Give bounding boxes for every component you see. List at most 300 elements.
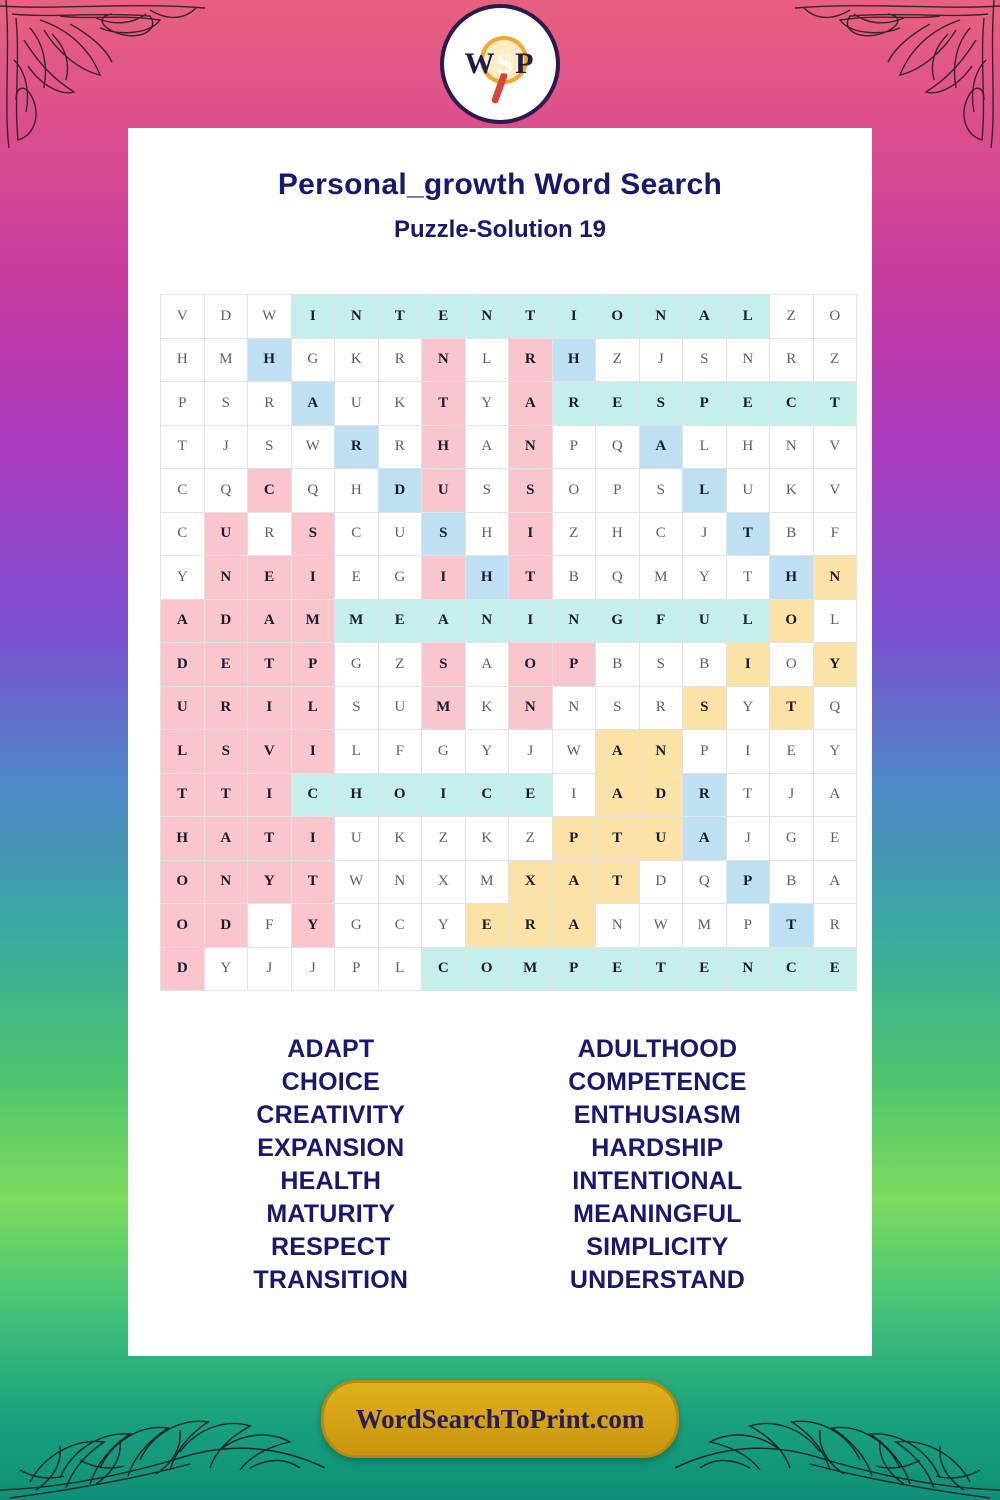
page-subtitle: Puzzle-Solution 19 xyxy=(393,216,606,243)
word-list-item: TRANSITION xyxy=(253,1266,409,1294)
grid-cell: X xyxy=(509,860,553,904)
grid-cell: L xyxy=(161,730,205,774)
grid-cell: T xyxy=(639,947,683,991)
grid-cell: A xyxy=(465,643,509,687)
grid-cell: R xyxy=(639,686,683,730)
grid-cell: G xyxy=(596,599,640,643)
grid-cell: E xyxy=(509,773,553,817)
grid-cell: T xyxy=(596,860,640,904)
grid-cell: Y xyxy=(813,643,857,687)
grid-cell: K xyxy=(378,382,422,426)
grid-cell: Y xyxy=(726,686,770,730)
grid-cell: S xyxy=(422,643,466,687)
grid-cell: H xyxy=(465,512,509,556)
grid-cell: R xyxy=(378,425,422,469)
grid-cell: U xyxy=(161,686,205,730)
grid-cell: U xyxy=(378,686,422,730)
grid-cell: U xyxy=(639,817,683,861)
grid-cell: A xyxy=(683,817,727,861)
site-logo xyxy=(444,8,556,120)
grid-cell: E xyxy=(422,295,466,339)
grid-cell: T xyxy=(770,904,814,948)
grid-cell: J xyxy=(726,817,770,861)
grid-cell: N xyxy=(422,338,466,382)
grid-cell: T xyxy=(161,425,205,469)
grid-cell: T xyxy=(204,773,248,817)
grid-cell: R xyxy=(248,512,292,556)
word-list-item: CREATIVITY xyxy=(256,1101,406,1129)
grid-cell: I xyxy=(509,599,553,643)
grid-cell: T xyxy=(509,295,553,339)
grid-cell: S xyxy=(639,382,683,426)
grid-cell: D xyxy=(161,947,205,991)
grid-cell: W xyxy=(335,860,379,904)
grid-cell: L xyxy=(726,599,770,643)
grid-cell: P xyxy=(335,947,379,991)
grid-cell: F xyxy=(378,730,422,774)
grid-cell: S xyxy=(639,643,683,687)
word-list-item: EXPANSION xyxy=(257,1134,405,1162)
grid-cell: I xyxy=(248,686,292,730)
grid-cell: H xyxy=(335,469,379,513)
grid-cell: E xyxy=(335,556,379,600)
grid-cell: O xyxy=(813,295,857,339)
grid-cell: E xyxy=(378,599,422,643)
logo-letter-w: W xyxy=(464,47,497,80)
grid-cell: J xyxy=(770,773,814,817)
grid-cell: U xyxy=(683,599,727,643)
word-list-item: MEANINGFUL xyxy=(573,1200,742,1228)
word-list-item: CHOICE xyxy=(281,1068,381,1096)
grid-cell: J xyxy=(683,512,727,556)
grid-cell: H xyxy=(552,338,596,382)
word-list-item: SIMPLICITY xyxy=(586,1233,729,1261)
grid-cell: D xyxy=(639,773,683,817)
grid-cell: P xyxy=(552,425,596,469)
grid-cell: Y xyxy=(465,382,509,426)
grid-cell: C xyxy=(378,904,422,948)
grid-cell: A xyxy=(422,599,466,643)
grid-cell: S xyxy=(683,686,727,730)
word-list xyxy=(128,1033,872,1297)
grid-row xyxy=(161,817,857,861)
grid-cell: V xyxy=(813,469,857,513)
grid-cell: T xyxy=(291,860,335,904)
grid-cell: V xyxy=(161,295,205,339)
grid-cell: R xyxy=(378,338,422,382)
grid-cell: L xyxy=(683,425,727,469)
grid-cell: W xyxy=(552,730,596,774)
grid-cell: E xyxy=(683,947,727,991)
grid-cell: T xyxy=(422,382,466,426)
grid-cell: P xyxy=(291,643,335,687)
grid-cell: A xyxy=(683,295,727,339)
grid-row xyxy=(161,773,857,817)
grid-cell: F xyxy=(248,904,292,948)
grid-cell: A xyxy=(291,382,335,426)
word-list-item: ENTHUSIASM xyxy=(573,1101,742,1129)
grid-cell: O xyxy=(378,773,422,817)
grid-cell: R xyxy=(204,686,248,730)
grid-cell: Q xyxy=(291,469,335,513)
grid-cell: S xyxy=(248,425,292,469)
word-list-item: ADULTHOOD xyxy=(577,1035,738,1063)
grid-cell: T xyxy=(248,817,292,861)
grid-cell: Y xyxy=(291,904,335,948)
grid-cell: T xyxy=(726,556,770,600)
site-badge[interactable] xyxy=(321,1380,679,1458)
grid-cell: Y xyxy=(422,904,466,948)
grid-cell: Z xyxy=(422,817,466,861)
grid-cell: H xyxy=(465,556,509,600)
grid-cell: J xyxy=(248,947,292,991)
word-list-item: ADAPT xyxy=(287,1035,375,1063)
grid-cell: R xyxy=(509,338,553,382)
ornament-bottom-right xyxy=(670,1350,1000,1500)
grid-cell: R xyxy=(509,904,553,948)
grid-cell: R xyxy=(335,425,379,469)
grid-cell: A xyxy=(204,817,248,861)
grid-cell: L xyxy=(378,947,422,991)
site-badge-label: WordSearchToPrint.com xyxy=(355,1403,645,1434)
grid-cell: U xyxy=(335,382,379,426)
grid-cell: D xyxy=(639,860,683,904)
grid-cell: K xyxy=(465,686,509,730)
grid-cell: D xyxy=(161,643,205,687)
logo-inner xyxy=(452,16,548,112)
grid-cell: S xyxy=(639,469,683,513)
grid-cell: M xyxy=(291,599,335,643)
grid-cell: O xyxy=(465,947,509,991)
grid-cell: A xyxy=(161,599,205,643)
word-list-item: HARDSHIP xyxy=(591,1134,724,1162)
word-list-item: HEALTH xyxy=(280,1167,382,1195)
grid-cell: H xyxy=(248,338,292,382)
grid-cell: I xyxy=(552,295,596,339)
grid-cell: I xyxy=(291,556,335,600)
grid-cell: N xyxy=(465,599,509,643)
grid-cell: L xyxy=(813,599,857,643)
grid-cell: N xyxy=(726,338,770,382)
grid-cell: S xyxy=(422,512,466,556)
grid-cell: D xyxy=(204,295,248,339)
grid-cell: M xyxy=(509,947,553,991)
grid-cell: O xyxy=(161,860,205,904)
grid-cell: T xyxy=(509,556,553,600)
grid-cell: B xyxy=(770,860,814,904)
grid-cell: G xyxy=(335,904,379,948)
grid-cell: K xyxy=(335,338,379,382)
grid-cell: X xyxy=(422,860,466,904)
grid-cell: D xyxy=(204,904,248,948)
grid-cell: E xyxy=(204,643,248,687)
grid-cell: A xyxy=(248,599,292,643)
grid-cell: I xyxy=(726,643,770,687)
grid-row xyxy=(161,469,857,513)
grid-cell: G xyxy=(291,338,335,382)
grid-cell: J xyxy=(204,425,248,469)
grid-cell: I xyxy=(248,773,292,817)
grid-cell: P xyxy=(683,730,727,774)
grid-cell: C xyxy=(465,773,509,817)
grid-cell: W xyxy=(291,425,335,469)
grid-cell: P xyxy=(596,469,640,513)
grid-cell: A xyxy=(813,860,857,904)
grid-cell: C xyxy=(422,947,466,991)
grid-cell: B xyxy=(552,556,596,600)
grid-cell: N xyxy=(204,860,248,904)
grid-cell: T xyxy=(770,686,814,730)
grid-cell: J xyxy=(509,730,553,774)
word-list-item: UNDERSTAND xyxy=(569,1266,745,1294)
grid-cell: C xyxy=(770,382,814,426)
grid-cell: Y xyxy=(813,730,857,774)
grid-cell: Y xyxy=(161,556,205,600)
grid-cell: N xyxy=(813,556,857,600)
grid-cell: S xyxy=(291,512,335,556)
grid-cell: K xyxy=(465,817,509,861)
grid-cell: P xyxy=(552,817,596,861)
grid-cell: E xyxy=(248,556,292,600)
grid-row xyxy=(161,295,857,339)
grid-cell: Y xyxy=(248,860,292,904)
word-list-item: COMPETENCE xyxy=(568,1068,747,1096)
logo-letter-s: S xyxy=(496,47,516,80)
grid-cell: M xyxy=(683,904,727,948)
grid-cell: E xyxy=(596,382,640,426)
grid-cell: E xyxy=(465,904,509,948)
grid-cell: E xyxy=(813,947,857,991)
logo-letter-p: P xyxy=(515,47,536,80)
grid-cell: B xyxy=(683,643,727,687)
grid-cell: N xyxy=(552,599,596,643)
grid-cell: D xyxy=(204,599,248,643)
grid-cell: Z xyxy=(813,338,857,382)
grid-cell: R xyxy=(683,773,727,817)
grid-cell: Y xyxy=(683,556,727,600)
grid-cell: J xyxy=(639,338,683,382)
word-list-item: INTENTIONAL xyxy=(572,1167,743,1195)
grid-cell: H xyxy=(161,817,205,861)
grid-cell: I xyxy=(552,773,596,817)
word-search-grid xyxy=(160,294,857,991)
grid-cell: M xyxy=(422,686,466,730)
grid-row xyxy=(161,512,857,556)
grid-row xyxy=(161,947,857,991)
grid-cell: H xyxy=(770,556,814,600)
grid-cell: Y xyxy=(465,730,509,774)
word-list-column-left xyxy=(253,1033,408,1297)
grid-cell: M xyxy=(465,860,509,904)
grid-cell: N xyxy=(204,556,248,600)
grid-cell: N xyxy=(378,860,422,904)
grid-cell: H xyxy=(726,425,770,469)
grid-cell: M xyxy=(204,338,248,382)
grid-cell: O xyxy=(770,643,814,687)
grid-cell: N xyxy=(596,904,640,948)
grid-row xyxy=(161,599,857,643)
grid-row xyxy=(161,860,857,904)
grid-cell: P xyxy=(726,860,770,904)
grid-cell: C xyxy=(161,512,205,556)
grid-cell: M xyxy=(335,599,379,643)
grid-cell: C xyxy=(639,512,683,556)
logo-letters xyxy=(464,47,535,81)
grid-cell: Z xyxy=(378,643,422,687)
page-title: Personal_growth Word Search xyxy=(277,168,723,201)
grid-cell: N xyxy=(726,947,770,991)
grid-cell: R xyxy=(248,382,292,426)
grid-cell: Z xyxy=(552,512,596,556)
grid-cell: A xyxy=(596,730,640,774)
grid-cell: C xyxy=(161,469,205,513)
grid-cell: A xyxy=(813,773,857,817)
grid-cell: N xyxy=(335,295,379,339)
grid-cell: A xyxy=(552,904,596,948)
grid-cell: S xyxy=(204,382,248,426)
grid-cell: J xyxy=(291,947,335,991)
grid-cell: O xyxy=(770,599,814,643)
puzzle-sheet xyxy=(128,128,872,1356)
grid-cell: C xyxy=(248,469,292,513)
grid-row xyxy=(161,425,857,469)
grid-cell: T xyxy=(813,382,857,426)
grid-cell: S xyxy=(683,338,727,382)
grid-cell: A xyxy=(596,773,640,817)
grid-row xyxy=(161,904,857,948)
grid-cell: I xyxy=(422,556,466,600)
grid-cell: I xyxy=(726,730,770,774)
word-list-item: MATURITY xyxy=(266,1200,396,1228)
grid-cell: G xyxy=(422,730,466,774)
grid-cell: L xyxy=(335,730,379,774)
grid-cell: N xyxy=(639,730,683,774)
grid-cell: F xyxy=(813,512,857,556)
grid-row xyxy=(161,382,857,426)
grid-cell: G xyxy=(335,643,379,687)
grid-cell: U xyxy=(335,817,379,861)
grid-cell: B xyxy=(596,643,640,687)
grid-cell: C xyxy=(335,512,379,556)
grid-cell: O xyxy=(596,295,640,339)
grid-cell: P xyxy=(161,382,205,426)
grid-cell: D xyxy=(378,469,422,513)
grid-cell: N xyxy=(509,686,553,730)
grid-row xyxy=(161,686,857,730)
grid-cell: U xyxy=(378,512,422,556)
grid-cell: Y xyxy=(204,947,248,991)
grid-cell: K xyxy=(378,817,422,861)
grid-cell: H xyxy=(422,425,466,469)
grid-cell: S xyxy=(335,686,379,730)
grid-cell: Q xyxy=(204,469,248,513)
grid-cell: Z xyxy=(509,817,553,861)
grid-cell: P xyxy=(683,382,727,426)
grid-cell: U xyxy=(726,469,770,513)
grid-cell: F xyxy=(639,599,683,643)
grid-cell: Z xyxy=(596,338,640,382)
word-search-grid-wrapper xyxy=(160,294,840,991)
grid-cell: R xyxy=(770,338,814,382)
grid-cell: T xyxy=(726,773,770,817)
grid-cell: C xyxy=(770,947,814,991)
grid-cell: L xyxy=(726,295,770,339)
grid-cell: I xyxy=(291,730,335,774)
grid-row xyxy=(161,643,857,687)
grid-row xyxy=(161,730,857,774)
grid-row xyxy=(161,338,857,382)
grid-cell: V xyxy=(813,425,857,469)
grid-cell: S xyxy=(465,469,509,513)
grid-cell: H xyxy=(161,338,205,382)
grid-cell: N xyxy=(552,686,596,730)
grid-cell: S xyxy=(596,686,640,730)
grid-cell: A xyxy=(509,382,553,426)
grid-cell: Q xyxy=(596,556,640,600)
grid-cell: M xyxy=(639,556,683,600)
grid-cell: T xyxy=(161,773,205,817)
grid-cell: Q xyxy=(683,860,727,904)
grid-cell: L xyxy=(465,338,509,382)
grid-cell: P xyxy=(552,643,596,687)
grid-cell: R xyxy=(813,904,857,948)
grid-cell: A xyxy=(465,425,509,469)
grid-cell: H xyxy=(335,773,379,817)
grid-cell: I xyxy=(422,773,466,817)
grid-cell: T xyxy=(378,295,422,339)
grid-cell: W xyxy=(639,904,683,948)
ornament-bottom-left xyxy=(0,1350,330,1500)
grid-cell: I xyxy=(291,817,335,861)
grid-cell: Q xyxy=(596,425,640,469)
grid-cell: O xyxy=(552,469,596,513)
grid-cell: N xyxy=(770,425,814,469)
grid-cell: G xyxy=(770,817,814,861)
grid-cell: N xyxy=(639,295,683,339)
grid-cell: P xyxy=(552,947,596,991)
grid-cell: N xyxy=(465,295,509,339)
grid-cell: K xyxy=(770,469,814,513)
grid-cell: U xyxy=(204,512,248,556)
grid-cell: E xyxy=(726,382,770,426)
word-list-column-right xyxy=(568,1033,746,1297)
grid-cell: U xyxy=(422,469,466,513)
grid-row xyxy=(161,556,857,600)
grid-cell: T xyxy=(596,817,640,861)
grid-cell: L xyxy=(291,686,335,730)
grid-cell: P xyxy=(726,904,770,948)
grid-cell: E xyxy=(596,947,640,991)
grid-cell: W xyxy=(248,295,292,339)
grid-cell: C xyxy=(291,773,335,817)
grid-cell: Q xyxy=(813,686,857,730)
grid-cell: O xyxy=(161,904,205,948)
grid-cell: H xyxy=(596,512,640,556)
grid-cell: O xyxy=(509,643,553,687)
grid-cell: E xyxy=(770,730,814,774)
grid-cell: L xyxy=(683,469,727,513)
grid-cell: A xyxy=(552,860,596,904)
grid-cell: Z xyxy=(770,295,814,339)
grid-cell: S xyxy=(509,469,553,513)
grid-cell: R xyxy=(552,382,596,426)
grid-cell: A xyxy=(639,425,683,469)
grid-cell: I xyxy=(291,295,335,339)
grid-cell: B xyxy=(770,512,814,556)
grid-cell: N xyxy=(509,425,553,469)
grid-cell: T xyxy=(726,512,770,556)
grid-cell: S xyxy=(204,730,248,774)
